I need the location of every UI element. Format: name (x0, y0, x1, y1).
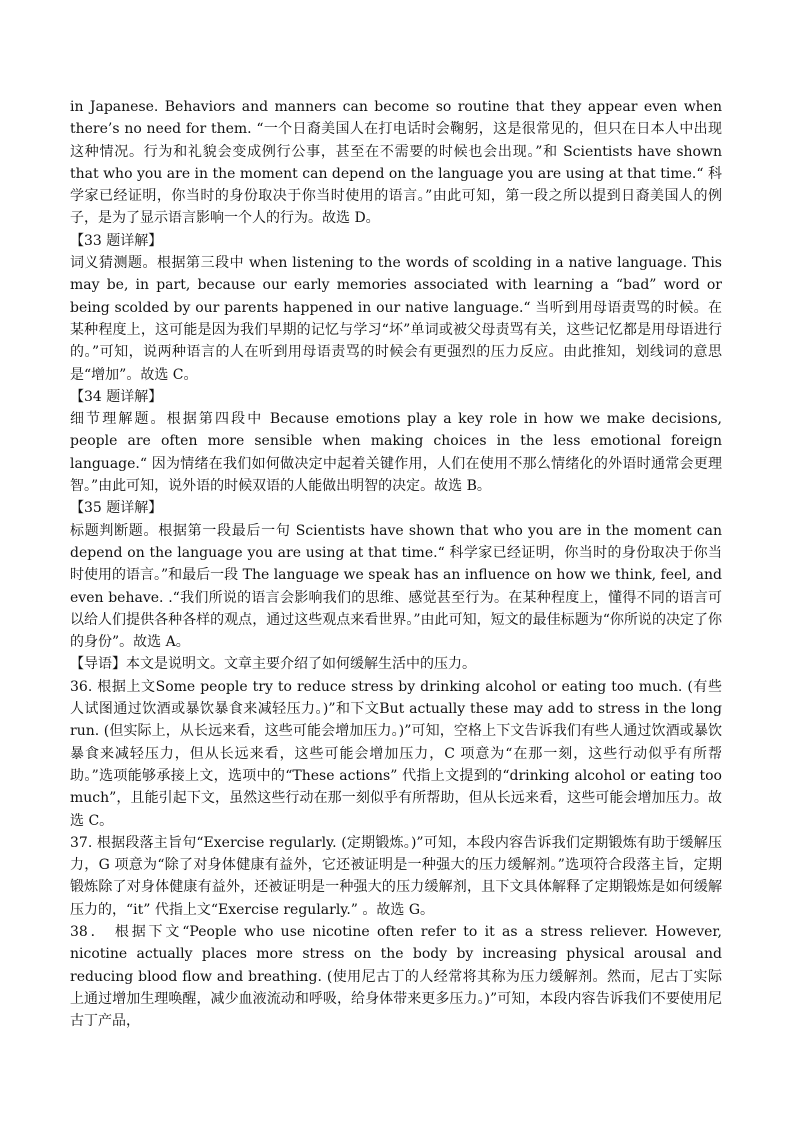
heading-35: 【35 题详解】 (70, 500, 163, 517)
paragraph-38-answer: 38． 根据下文“People who use nicotine often refer to it as a stress reliever. However, nicotine actually places more stress on the body by increasing physical arousal and reducing blood flow and breathing. (使用尼古丁的人经常将其称为压力缓解剂。然而，尼古丁实际上通过增加生理唤醒，减少血液流动和呼吸，给身体带来更多压力。)”可知，本段内容告诉我们不要使用尼古丁产品， (70, 923, 722, 1030)
paragraph-32-answer: in Japanese. Behaviors and manners can become so routine that they appear even when there’s no need for them. “一个日裔美国人在打电话时会鞠躬，这是很常见的，但只在日本人中出现这种情况。行为和礼貌会变成例行公事，甚至在不需要的时候也会出现。”和 Scientists have shown that who you are in the moment can depend on the language you are using at that time.“ 科学家已经证明，你当时的身份取决于你当时使用的语言。”由此可知，第一段之所以提到日裔美国人的例子，是为了显示语言影响一个人的行为。故选 D。 (70, 99, 722, 227)
document-page (70, 96, 722, 1032)
heading-33: 【33 题详解】 (70, 232, 163, 249)
paragraph-35-answer: 标题判断题。根据第一段最后一句 Scientists have shown that who you are in the moment can depend on the language you are using at that time.“ 科学家已经证明，你当时的身份取决于你当时使用的语言。”和最后一段 The language we speak has an influence on how we think, feel, and even behave. .“我们所说的语言会影响我们的思维、感觉甚至行为。在某种程度上，懂得不同的语言可以给人们提供各种各样的观点，通过这些观点来看世界。”由此可知，短文的最佳标题为“你所说的决定了你的身份”。故选 A。 (70, 522, 722, 651)
guide-intro: 【导语】本文是说明文。文章主要介绍了如何缓解生活中的压力。 (70, 656, 476, 673)
paragraph-34-answer: 细节理解题。根据第四段中 Because emotions play a key role in how we make decisions, people are often more sensible when making choices in the less emotional foreign language.“ 因为情绪在我们如何做决定中起着关键作用，人们在使用不那么情绪化的外语时通常会更理智。”由此可知，说外语的时候双语的人能做出明智的决定。故选 B。 (70, 411, 722, 495)
paragraph-33-answer: 词义猜测题。根据第三段中 when listening to the words of scolding in a native language. This may be, in part, because our early memories associated with learning a “bad” word or being scolded by our parents happened in our native language.“ 当听到用母语责骂的时候。在某种程度上，这可能是因为我们早期的记忆与学习“坏”单词或被父母责骂有关，这些记忆都是用母语进行的。”可知，说两种语言的人在听到用母语责骂的时候会有更强烈的压力反应。由此推知，划线词的意思是“增加”。故选 C。 (70, 255, 722, 383)
paragraph-37-answer: 37. 根据段落主旨句“Exercise regularly. (定期锻炼。)”可知，本段内容告诉我们定期锻炼有助于缓解压力，G 项意为“除了对身体健康有益外，它还被证明是一种强大的压力缓解剂。”选项符合段落主旨，定期锻炼除了对身体健康有益外，还被证明是一种强大的压力缓解剂，且下文具体解释了定期锻炼是如何缓解压力的，“it” 代指上文“Exercise regularly.” 。故选 G。 (70, 834, 722, 918)
paragraph-36-answer: 36. 根据上文Some people try to reduce stress by drinking alcohol or eating too much. (有些人试图通过饮酒或暴饮暴食来减轻压力。)”和下文But actually these may add to stress in the long run. (但实际上，从长远来看，这些可能会增加压力。)”可知，空格上下文告诉我们有些人通过饮酒或暴饮暴食来减轻压力，但从长远来看，这些可能会增加压力，C 项意为“在那一刻，这些行动似乎有所帮助。”选项能够承接上文，选项中的“These actions” 代指上文提到的“drinking alcohol or eating too much”，且能引起下文，虽然这些行动在那一刻似乎有所帮助，但从长远来看，这些可能会增加压力。故选 C。 (70, 678, 722, 829)
heading-34: 【34 题详解】 (70, 388, 163, 405)
